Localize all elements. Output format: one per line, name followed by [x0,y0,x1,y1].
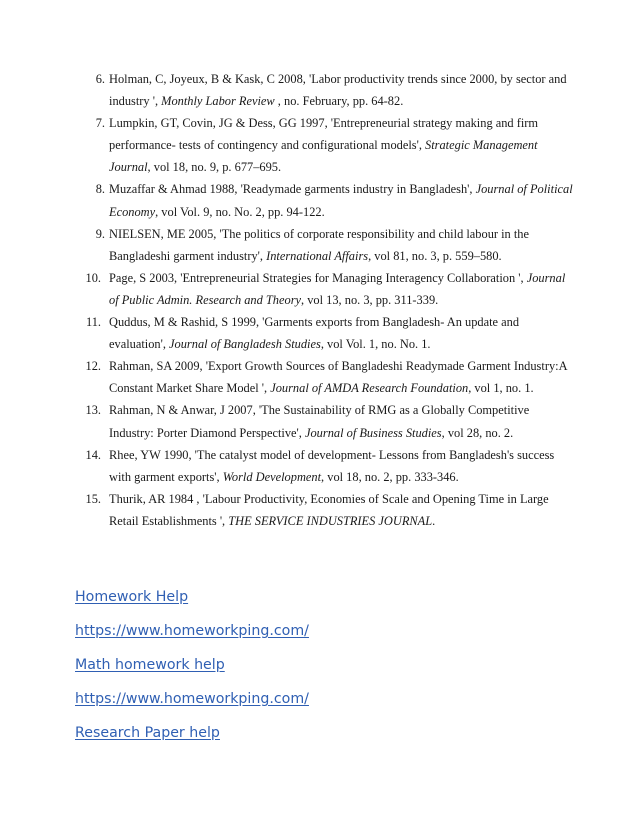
reference-fragment: Muzaffar & Ahmad 1988, 'Readymade garments industry in Bangladesh', [109,182,476,197]
link-item [75,653,309,677]
reference-item [75,311,575,355]
reference-source-title: Journal of Bangladesh Studies [169,337,321,352]
reference-fragment: , vol 81, no. 3, p. 559–580. [368,248,502,263]
reference-number: 15. [85,491,101,506]
reference-source-title: Journal of Political Economy [109,182,573,219]
reference-source-title: THE SERVICE INDUSTRIES JOURNAL [228,513,433,528]
reference-source-title: Strategic Management Journal [109,138,538,175]
reference-fragment: , vol 18, no. 2, pp. 333-346. [321,469,459,484]
reference-item [75,355,575,399]
reference-text [109,359,567,395]
reference-item [75,444,575,488]
reference-fragment: , vol 1, no. 1. [468,381,534,396]
reference-fragment: Lumpkin, GT, Covin, JG & Dess, GG 1997, 'Entrepreneurial strategy making and firm performance- tests of contingency and configurational models', [109,116,539,153]
reference-fragment: Rhee, YW 1990, 'The catalyst model of development- Lessons from Bangladesh's success with garment exports', [109,447,555,484]
reference-item [75,68,575,112]
reference-item [75,178,575,222]
reference-list [75,68,575,532]
reference-fragment: , vol 28, no. 2. [441,425,514,440]
reference-number: 8. [95,182,105,197]
reference-text [109,271,565,307]
reference-number: 7. [95,116,105,131]
reference-fragment: , vol Vol. 9, no. No. 2, pp. 94-122. [155,204,325,219]
reference-fragment: , vol Vol. 1, no. No. 1. [320,337,431,352]
homework-help-link[interactable]: Homework Help [75,589,189,605]
reference-fragment: Page, S 2003, 'Entrepreneurial Strategies for Managing Interagency Collaboration ', [109,270,527,285]
homework-help-link[interactable]: Math homework help [75,657,225,673]
reference-text [109,72,567,108]
reference-source-title: Journal of Business Studies [304,425,442,440]
reference-source-title: World Development [222,469,322,484]
reference-source-title: International Affairs [266,248,369,263]
reference-source-title: Journal of AMDA Research Foundation [270,381,469,396]
reference-source-title: Journal of Public Admin. Research and Theory [109,270,566,307]
reference-fragment: Thurik, AR 1984 , 'Labour Productivity, Economies of Scale and Opening Time in Large Retail Establishments ', [109,491,549,528]
reference-item [75,112,575,178]
reference-number: 9. [95,226,105,241]
reference-text [109,227,529,263]
reference-fragment: Rahman, SA 2009, 'Export Growth Sources of Bangladeshi Readymade Garment Industry:A Constant Market Share Model ', [109,359,567,396]
reference-item [75,267,575,311]
link-item [75,687,309,711]
homeworkping-url-link[interactable]: https://www.homeworkping.com/ [75,623,309,639]
reference-number: 6. [95,72,105,86]
reference-number: 14. [85,447,101,462]
reference-fragment: , vol 13, no. 3, pp. 311-339. [301,292,439,307]
reference-number: 12. [85,359,101,374]
link-item [75,721,309,745]
reference-item [75,223,575,267]
reference-fragment: , vol 18, no. 9, p. 677–695. [147,160,282,175]
reference-number: 10. [85,270,101,285]
reference-number: 11. [85,315,101,330]
reference-text [109,448,554,484]
homeworkping-url-link[interactable]: https://www.homeworkping.com/ [75,691,309,707]
reference-fragment: Rahman, N & Anwar, J 2007, 'The Sustainability of RMG as a Globally Competitive Industry: Porter Diamond Perspective', [109,403,530,440]
reference-text [109,492,549,528]
reference-fragment: Holman, C, Joyeux, B & Kask, C 2008, 'Labor productivity trends since 2000, by sector and industry ', [109,72,567,109]
link-item [75,585,309,609]
reference-fragment: NIELSEN, ME 2005, 'The politics of corporate responsibility and child labour in the Bangladeshi garment industry', [109,226,529,263]
reference-fragment: Quddus, M & Rashid, S 1999, 'Garments exports from Bangladesh- An update and evaluation', [109,315,520,352]
reference-fragment: , no. February, pp. 64-82. [274,94,404,109]
reference-text [109,315,519,351]
reference-fragment: . [432,513,436,528]
promo-links [75,585,309,755]
reference-item [75,399,575,443]
reference-item [75,488,575,532]
homework-help-link[interactable]: Research Paper help [75,725,220,741]
reference-text [109,182,573,218]
reference-text [109,403,529,439]
reference-number: 13. [85,403,101,418]
link-item [75,619,309,643]
reference-source-title: Monthly Labor Review [161,94,275,109]
reference-text [109,116,538,174]
